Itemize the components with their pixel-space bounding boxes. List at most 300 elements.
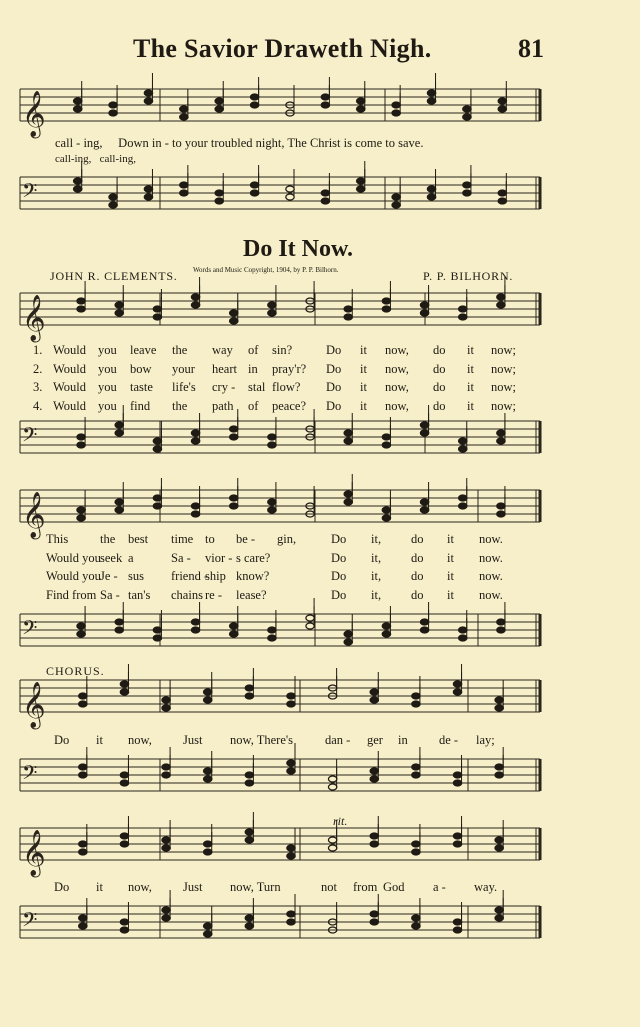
note-head bbox=[344, 639, 352, 645]
lyric-word: now; bbox=[491, 380, 516, 394]
lyric-word: Do bbox=[326, 361, 342, 376]
note-head bbox=[77, 623, 85, 629]
note-head bbox=[230, 310, 238, 316]
lyric-word: do bbox=[411, 550, 424, 565]
lyric-word: now, bbox=[128, 733, 152, 747]
lyric-word: be - bbox=[236, 532, 256, 546]
note-head bbox=[120, 841, 128, 847]
note-head bbox=[109, 110, 117, 116]
note-head bbox=[191, 302, 199, 308]
note-head bbox=[77, 306, 85, 312]
note-head bbox=[382, 298, 390, 304]
note-head bbox=[453, 919, 461, 925]
lyric-word: do bbox=[411, 569, 424, 583]
page-title: The Savior Draweth Nigh. bbox=[133, 34, 432, 63]
note-head bbox=[204, 768, 212, 774]
note-head bbox=[412, 693, 420, 699]
lyric-word: ger bbox=[367, 733, 383, 747]
lyric-word: find bbox=[130, 398, 151, 413]
note-head bbox=[250, 190, 258, 196]
note-head bbox=[420, 499, 428, 505]
note-head bbox=[412, 841, 420, 847]
lyric-word: Would bbox=[53, 343, 87, 357]
lyric-word: the bbox=[172, 343, 188, 357]
note-head bbox=[306, 434, 314, 440]
note-head bbox=[191, 430, 199, 436]
note-head bbox=[412, 849, 420, 855]
bass-clef-icon: 𝄢 bbox=[22, 179, 38, 207]
note-head bbox=[459, 627, 467, 633]
treble-clef-icon: 𝄞 bbox=[22, 91, 46, 137]
note-head bbox=[495, 764, 503, 770]
note-head bbox=[382, 507, 390, 513]
lyric-word: it bbox=[360, 398, 367, 413]
note-head bbox=[109, 202, 117, 208]
note-head bbox=[328, 776, 336, 782]
song-title: Do It Now. bbox=[243, 236, 354, 262]
note-head bbox=[495, 772, 503, 778]
lyric-word: the bbox=[172, 398, 188, 413]
note-head bbox=[109, 194, 117, 200]
note-head bbox=[370, 919, 378, 925]
note-head bbox=[328, 693, 336, 699]
note-head bbox=[115, 499, 123, 505]
note-head bbox=[453, 927, 461, 933]
lyric-word: it bbox=[360, 361, 367, 376]
lyric-word: sus bbox=[128, 569, 144, 583]
note-head bbox=[459, 306, 467, 312]
note-head bbox=[245, 829, 253, 835]
note-head bbox=[162, 705, 170, 711]
note-head bbox=[370, 768, 378, 774]
lyric-word: Sa - bbox=[100, 587, 120, 602]
lyric-word: bow bbox=[130, 361, 152, 376]
lyric-word: now, There's bbox=[230, 733, 294, 747]
note-head bbox=[495, 705, 503, 711]
lyric-word: it bbox=[447, 569, 454, 583]
note-head bbox=[245, 923, 253, 929]
note-head bbox=[498, 106, 506, 112]
note-head bbox=[144, 186, 152, 192]
note-head bbox=[370, 841, 378, 847]
note-head bbox=[191, 619, 199, 625]
lyric-word: ship bbox=[205, 569, 226, 583]
note-head bbox=[497, 302, 505, 308]
note-head bbox=[230, 495, 238, 501]
lyric-word: do bbox=[411, 532, 424, 546]
note-head bbox=[77, 515, 85, 521]
note-head bbox=[115, 302, 123, 308]
note-head bbox=[306, 615, 314, 621]
lyric-word: of bbox=[248, 343, 259, 357]
lyric-word: now, bbox=[385, 398, 409, 413]
lyric-word: Do bbox=[54, 880, 70, 894]
note-head bbox=[412, 923, 420, 929]
note-head bbox=[453, 841, 461, 847]
lyric-word: de - bbox=[439, 733, 459, 747]
note-head bbox=[204, 697, 212, 703]
lyric-word: lease? bbox=[236, 587, 267, 602]
note-head bbox=[306, 298, 314, 304]
note-head bbox=[328, 685, 336, 691]
note-head bbox=[191, 438, 199, 444]
lyric-word: lay; bbox=[476, 733, 495, 747]
note-head bbox=[328, 837, 336, 843]
lyric-word: not bbox=[321, 880, 337, 894]
lyric-word: it bbox=[447, 532, 454, 546]
note-head bbox=[180, 190, 188, 196]
treble-clef-icon: 𝄞 bbox=[22, 682, 46, 728]
note-head bbox=[180, 114, 188, 120]
note-head bbox=[153, 635, 161, 641]
note-head bbox=[77, 434, 85, 440]
note-head bbox=[191, 511, 199, 517]
note-head bbox=[321, 94, 329, 100]
note-head bbox=[162, 837, 170, 843]
lyric-word: you bbox=[98, 380, 117, 394]
lyric-word: you bbox=[98, 343, 117, 357]
note-head bbox=[344, 499, 352, 505]
lyric-word: friend - bbox=[171, 569, 209, 583]
lyric-word: it bbox=[447, 587, 454, 602]
lyric-word: from bbox=[353, 880, 378, 894]
note-head bbox=[79, 764, 87, 770]
note-head bbox=[73, 106, 81, 112]
note-head bbox=[191, 627, 199, 633]
note-head bbox=[191, 503, 199, 509]
lyric-word: it, bbox=[371, 569, 382, 583]
note-head bbox=[120, 681, 128, 687]
note-head bbox=[79, 923, 87, 929]
lyric-word: do bbox=[411, 587, 424, 602]
note-head bbox=[120, 772, 128, 778]
lyric-word: 3. bbox=[33, 380, 43, 394]
note-head bbox=[459, 503, 467, 509]
note-head bbox=[412, 915, 420, 921]
note-head bbox=[463, 182, 471, 188]
lyric-word: 2. bbox=[33, 361, 43, 376]
lyric-word: Just bbox=[183, 880, 203, 894]
lyric-word: gin, bbox=[277, 532, 297, 546]
note-head bbox=[268, 434, 276, 440]
note-head bbox=[382, 623, 390, 629]
lyric-word: now. bbox=[479, 532, 503, 546]
lyric-word: it bbox=[467, 398, 474, 413]
note-head bbox=[245, 780, 253, 786]
note-head bbox=[328, 919, 336, 925]
note-head bbox=[382, 515, 390, 521]
note-head bbox=[162, 764, 170, 770]
note-head bbox=[287, 845, 295, 851]
lyric-word: peace? bbox=[272, 398, 306, 413]
note-head bbox=[321, 190, 329, 196]
note-head bbox=[420, 619, 428, 625]
note-head bbox=[498, 198, 506, 204]
note-head bbox=[191, 294, 199, 300]
note-head bbox=[286, 186, 294, 192]
note-head bbox=[463, 114, 471, 120]
note-head bbox=[250, 102, 258, 108]
note-head bbox=[204, 849, 212, 855]
note-head bbox=[420, 627, 428, 633]
note-head bbox=[245, 685, 253, 691]
note-head bbox=[420, 430, 428, 436]
note-head bbox=[153, 314, 161, 320]
note-head bbox=[453, 780, 461, 786]
note-head bbox=[427, 186, 435, 192]
lyric-word: now; bbox=[491, 361, 516, 376]
note-head bbox=[153, 306, 161, 312]
note-head bbox=[109, 102, 117, 108]
note-head bbox=[497, 511, 505, 517]
lyric-word: Do bbox=[331, 569, 347, 583]
note-head bbox=[153, 438, 161, 444]
lyric-word: a bbox=[128, 550, 134, 565]
lyric-word: it bbox=[467, 361, 474, 376]
note-head bbox=[153, 627, 161, 633]
note-head bbox=[495, 837, 503, 843]
note-head bbox=[268, 310, 276, 316]
note-head bbox=[459, 635, 467, 641]
note-head bbox=[459, 446, 467, 452]
lyric-word: flow? bbox=[272, 380, 301, 394]
chorus-label: CHORUS. bbox=[46, 664, 105, 678]
lyric-word: in bbox=[248, 361, 258, 376]
lyric-word: taste bbox=[130, 380, 153, 394]
lyric-word: Would bbox=[53, 398, 87, 413]
note-head bbox=[79, 841, 87, 847]
lyric-word: heart bbox=[212, 361, 237, 376]
note-head bbox=[230, 318, 238, 324]
lyric-word: you bbox=[98, 398, 117, 413]
lyric-word: it bbox=[360, 343, 367, 357]
note-head bbox=[495, 907, 503, 913]
note-head bbox=[370, 776, 378, 782]
note-head bbox=[287, 768, 295, 774]
lyric-word: now, bbox=[385, 343, 409, 357]
treble-clef-icon: 𝄞 bbox=[22, 830, 46, 876]
note-head bbox=[73, 178, 81, 184]
lyric-word: you bbox=[98, 361, 117, 376]
bass-clef-icon: 𝄢 bbox=[22, 423, 38, 451]
note-head bbox=[77, 507, 85, 513]
note-head bbox=[453, 689, 461, 695]
note-head bbox=[306, 623, 314, 629]
note-head bbox=[427, 98, 435, 104]
note-head bbox=[357, 186, 365, 192]
note-head bbox=[120, 833, 128, 839]
lyric-word: Just bbox=[183, 733, 203, 747]
note-head bbox=[230, 426, 238, 432]
note-head bbox=[286, 194, 294, 200]
note-head bbox=[268, 627, 276, 633]
song-author: JOHN R. CLEMENTS. bbox=[50, 269, 178, 283]
lyric-word: now, bbox=[385, 380, 409, 394]
note-head bbox=[204, 923, 212, 929]
note-head bbox=[204, 689, 212, 695]
note-head bbox=[370, 911, 378, 917]
note-head bbox=[328, 927, 336, 933]
treble-clef-icon: 𝄞 bbox=[22, 492, 46, 538]
note-head bbox=[382, 306, 390, 312]
note-head bbox=[453, 772, 461, 778]
lyric-word: now, Turn bbox=[230, 880, 281, 894]
note-head bbox=[250, 182, 258, 188]
note-head bbox=[144, 98, 152, 104]
note-head bbox=[230, 623, 238, 629]
note-head bbox=[497, 430, 505, 436]
note-head bbox=[287, 919, 295, 925]
note-head bbox=[420, 422, 428, 428]
note-head bbox=[344, 631, 352, 637]
bass-clef-icon: 𝄢 bbox=[22, 616, 38, 644]
lyric-word: now; bbox=[491, 398, 516, 413]
lyric-word: cry - bbox=[212, 380, 236, 394]
note-head bbox=[321, 102, 329, 108]
note-head bbox=[79, 849, 87, 855]
note-head bbox=[73, 98, 81, 104]
note-head bbox=[287, 701, 295, 707]
note-head bbox=[497, 294, 505, 300]
note-head bbox=[77, 631, 85, 637]
note-head bbox=[495, 845, 503, 851]
lyric-word: do bbox=[433, 380, 446, 394]
note-head bbox=[357, 178, 365, 184]
note-head bbox=[120, 927, 128, 933]
note-head bbox=[245, 915, 253, 921]
lyric-word: This bbox=[46, 532, 69, 546]
note-head bbox=[412, 764, 420, 770]
lyric-word: it, bbox=[371, 550, 382, 565]
note-head bbox=[420, 310, 428, 316]
note-head bbox=[120, 919, 128, 925]
lyric-word: Would bbox=[53, 380, 87, 394]
note-head bbox=[306, 503, 314, 509]
note-head bbox=[79, 701, 87, 707]
lyric-word: Do bbox=[331, 550, 347, 565]
lyric-word: a - bbox=[433, 880, 446, 894]
lyric-word: do bbox=[433, 361, 446, 376]
lyric-word: it bbox=[447, 550, 454, 565]
note-head bbox=[498, 190, 506, 196]
note-head bbox=[180, 182, 188, 188]
bass-clef-icon: 𝄢 bbox=[22, 908, 38, 936]
note-head bbox=[73, 186, 81, 192]
note-head bbox=[497, 503, 505, 509]
lyric-word: your bbox=[172, 361, 195, 376]
note-head bbox=[392, 110, 400, 116]
note-head bbox=[392, 102, 400, 108]
note-head bbox=[245, 693, 253, 699]
note-head bbox=[459, 314, 467, 320]
lyric-word: way. bbox=[474, 880, 498, 894]
note-head bbox=[268, 635, 276, 641]
note-head bbox=[344, 430, 352, 436]
top-lyric-echo: call-ing, call-ing, bbox=[55, 153, 136, 165]
lyric-word: Would bbox=[53, 361, 87, 376]
note-head bbox=[497, 619, 505, 625]
lyric-word: now. bbox=[479, 550, 503, 565]
note-head bbox=[498, 98, 506, 104]
lyric-word: chains bbox=[171, 587, 203, 602]
note-head bbox=[115, 422, 123, 428]
lyric-word: know? bbox=[236, 569, 270, 583]
lyric-word: do bbox=[433, 343, 446, 357]
lyric-word: now, bbox=[128, 880, 152, 894]
lyric-word: life's bbox=[172, 380, 196, 394]
note-head bbox=[230, 503, 238, 509]
lyric-word: Would you bbox=[46, 550, 101, 565]
tempo-mark-rit: rit. bbox=[333, 814, 348, 828]
note-head bbox=[245, 837, 253, 843]
lyric-word: vior - bbox=[205, 550, 233, 565]
note-head bbox=[344, 314, 352, 320]
note-head bbox=[79, 915, 87, 921]
note-head bbox=[115, 430, 123, 436]
note-head bbox=[344, 438, 352, 444]
lyric-word: seek bbox=[100, 550, 123, 565]
lyric-word: it bbox=[96, 880, 103, 894]
note-head bbox=[463, 190, 471, 196]
note-head bbox=[144, 194, 152, 200]
note-head bbox=[459, 438, 467, 444]
note-head bbox=[120, 689, 128, 695]
lyric-word: Do bbox=[331, 587, 347, 602]
note-head bbox=[180, 106, 188, 112]
note-head bbox=[162, 697, 170, 703]
lyric-word: pray'r? bbox=[272, 361, 307, 376]
note-head bbox=[306, 306, 314, 312]
lyric-word: it, bbox=[371, 532, 382, 546]
note-head bbox=[286, 102, 294, 108]
lyric-word: leave bbox=[130, 343, 157, 357]
note-head bbox=[77, 298, 85, 304]
note-head bbox=[115, 627, 123, 633]
note-head bbox=[115, 619, 123, 625]
lyric-word: now, bbox=[385, 361, 409, 376]
lyric-word: Do bbox=[326, 343, 342, 357]
lyric-word: now; bbox=[491, 343, 516, 357]
note-head bbox=[230, 631, 238, 637]
note-head bbox=[115, 507, 123, 513]
lyric-word: stal bbox=[248, 380, 266, 394]
lyric-word: s care? bbox=[236, 550, 271, 565]
lyric-word: it bbox=[467, 343, 474, 357]
lyric-word: time bbox=[171, 532, 194, 546]
note-head bbox=[427, 90, 435, 96]
lyric-word: Do bbox=[326, 380, 342, 394]
note-head bbox=[344, 491, 352, 497]
note-head bbox=[497, 438, 505, 444]
note-head bbox=[268, 499, 276, 505]
note-head bbox=[287, 760, 295, 766]
note-head bbox=[79, 693, 87, 699]
lyric-word: re - bbox=[205, 587, 222, 602]
note-head bbox=[382, 631, 390, 637]
note-head bbox=[412, 772, 420, 778]
note-head bbox=[268, 442, 276, 448]
lyric-word: Would you bbox=[46, 569, 101, 583]
note-head bbox=[230, 434, 238, 440]
lyric-word: Sa - bbox=[171, 550, 191, 565]
note-head bbox=[250, 94, 258, 100]
lyric-word: way bbox=[212, 343, 233, 357]
note-head bbox=[321, 198, 329, 204]
lyric-word: Do bbox=[326, 398, 342, 413]
lyric-word: it bbox=[467, 380, 474, 394]
note-head bbox=[382, 442, 390, 448]
treble-clef-icon: 𝄞 bbox=[22, 295, 46, 341]
